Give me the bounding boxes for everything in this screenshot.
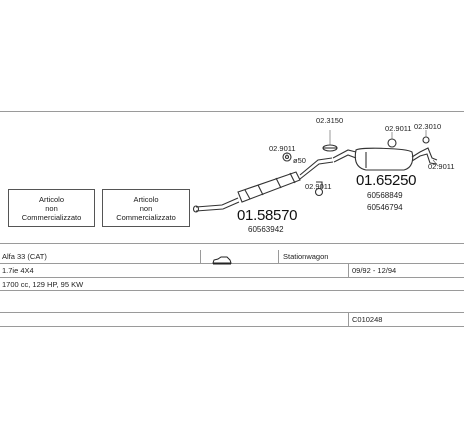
- rear-silencer: [355, 148, 412, 170]
- top-rule: [0, 111, 464, 112]
- not-commercialized-box-1: Articolo non Commercializzato: [8, 189, 95, 227]
- gasket-code: 02.3150: [316, 116, 344, 125]
- clamp-rear-code: 02.9011: [385, 124, 412, 133]
- engine-spec: 1700 cc, 129 HP, 95 KW: [2, 280, 84, 289]
- production-period: 09/92 - 12/94: [352, 266, 397, 275]
- rear-silencer-oem-number-2: 60546794: [367, 203, 403, 212]
- pipe-diameter-label: ø50: [293, 156, 306, 165]
- hanger-rear: [423, 137, 429, 143]
- front-silencer-part-number: 01.58570: [237, 207, 298, 224]
- tail-clamp-code: 02.9011: [428, 162, 455, 171]
- rear-silencer-part-number: 01.65250: [356, 172, 417, 189]
- vehicle-trim: 1.7ie 4X4: [2, 266, 34, 275]
- clamp-rear: [388, 139, 396, 147]
- vehicle-model: Alfa 33 (CAT): [2, 252, 47, 261]
- car-icon: [212, 252, 232, 261]
- catalog-id: C010248: [352, 315, 383, 324]
- hanger-mid-code: 02.9011: [305, 182, 332, 191]
- front-silencer: [238, 172, 300, 202]
- clamp-front-code: 02.9011: [269, 144, 296, 153]
- rear-silencer-oem-number-1: 60568849: [367, 191, 403, 200]
- body-type: Stationwagon: [283, 252, 329, 261]
- hanger-rear-code: 02.3010: [414, 122, 442, 131]
- not-commercialized-box-2: Articolo non Commercializzato: [102, 189, 190, 227]
- front-silencer-oem-number: 60563942: [248, 225, 284, 234]
